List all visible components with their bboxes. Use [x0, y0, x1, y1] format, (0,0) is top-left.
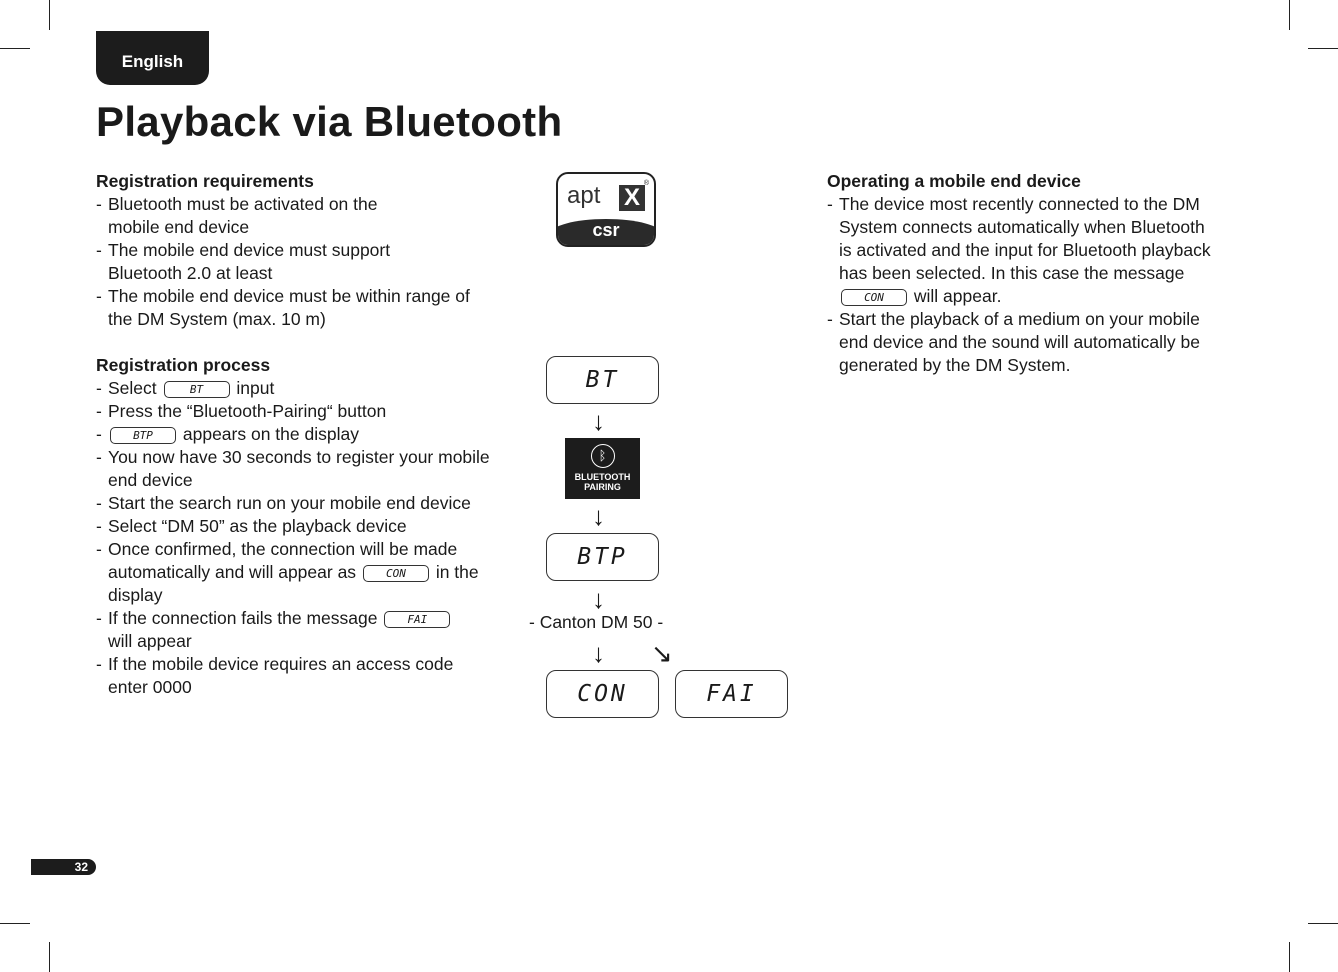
- display-bt: BT: [546, 356, 659, 404]
- bluetooth-pairing-button: ᛒ BLUETOOTH PAIRING: [565, 438, 640, 499]
- display-chip-btp: BTP: [110, 427, 176, 444]
- canton-dm50-label: - Canton DM 50 -: [529, 612, 664, 632]
- crop-mark: [0, 923, 30, 924]
- left-column: [96, 170, 516, 699]
- display-fai: FAI: [675, 670, 788, 718]
- list-item: - The device most recently connected to the DM System connects automatically when Bluetooth is activated and the input for Bluetooth playback has been selected. In this case the message CON will appear.: [827, 194, 1211, 306]
- display-chip-con: CON: [841, 289, 907, 306]
- arrow-down-icon: ↓: [592, 501, 605, 531]
- list-item: - Select “DM 50” as the playback device: [96, 516, 407, 536]
- crop-mark: [1289, 942, 1290, 972]
- arrow-diagonal-icon: ↘: [651, 638, 673, 668]
- list-item: - If the mobile device requires an access code enter 0000: [96, 654, 454, 697]
- display-chip-con: CON: [363, 565, 429, 582]
- display-chip-bt: BT: [164, 381, 230, 398]
- list-item: - Start the playback of a medium on your mobile end device and the sound will automatically be generated by the DM System.: [827, 309, 1200, 375]
- aptx-csr-logo: apt X ® csr: [556, 172, 656, 247]
- list-item: - Bluetooth must be activated on the mobile end device: [96, 194, 378, 237]
- list-item: - Once confirmed, the connection will be made automatically and will appear as CON in the display: [96, 539, 479, 605]
- display-chip-fai: FAI: [384, 611, 450, 628]
- list-item: - Select BT input: [96, 378, 275, 398]
- bluetooth-icon: ᛒ: [591, 444, 615, 468]
- crop-mark: [1308, 923, 1338, 924]
- list-item: - If the connection fails the message FAI will appear: [96, 607, 516, 653]
- list-item: - Start the search run on your mobile end device: [96, 493, 471, 513]
- display-con: CON: [546, 670, 659, 718]
- crop-mark: [0, 48, 30, 49]
- arrow-down-icon: ↓: [592, 638, 605, 668]
- list-item: - The mobile end device must be within range of the DM System (max. 10 m): [96, 286, 470, 329]
- list-item: - Press the “Bluetooth-Pairing“ button: [96, 401, 387, 421]
- crop-mark: [1289, 0, 1290, 30]
- right-column: [827, 170, 1247, 377]
- crop-mark: [49, 0, 50, 30]
- language-tab: English: [96, 31, 209, 85]
- operating-heading: Operating a mobile end device: [827, 171, 1081, 191]
- arrow-down-icon: ↓: [592, 406, 605, 436]
- list-item: - You now have 30 seconds to register your mobile end device: [96, 447, 490, 490]
- registration-process-heading: Registration process: [96, 355, 271, 375]
- list-item: - The mobile end device must support Bluetooth 2.0 at least: [96, 240, 391, 283]
- registration-requirements-heading: Registration requirements: [96, 171, 314, 191]
- arrow-down-icon: ↓: [592, 584, 605, 614]
- list-item: - BTP appears on the display: [96, 424, 359, 444]
- crop-mark: [1308, 48, 1338, 49]
- crop-mark: [49, 942, 50, 972]
- page-number: 32: [31, 859, 96, 875]
- display-btp: BTP: [546, 533, 659, 581]
- page-title: Playback via Bluetooth: [96, 98, 563, 145]
